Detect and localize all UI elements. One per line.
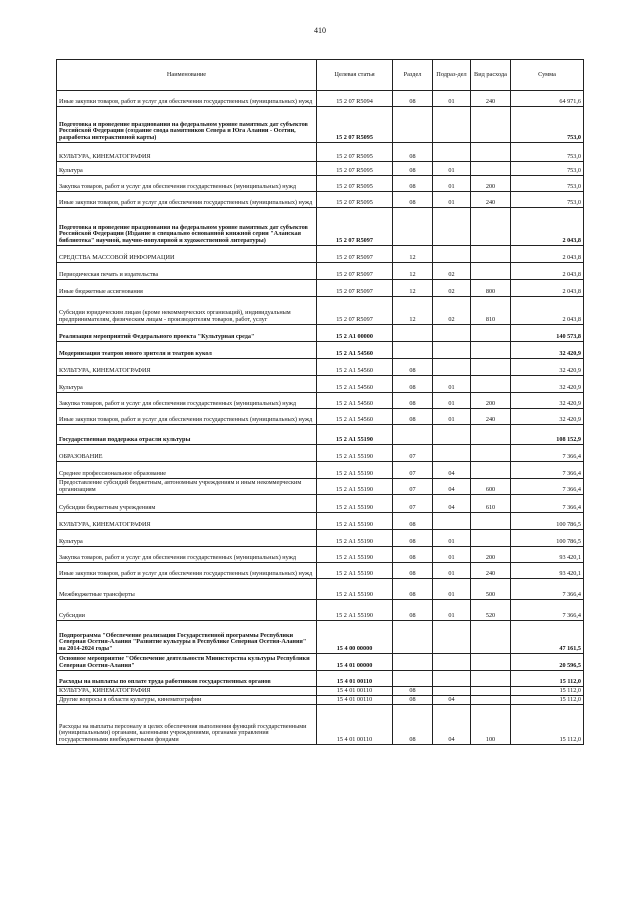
row-sum: 753,0 (511, 192, 584, 208)
row-expense-type (471, 445, 511, 462)
row-subsection: 01 (433, 530, 471, 547)
row-name: Закупка товаров, работ и услуг для обеспечения государственных (муниципальных) нужд (57, 547, 317, 563)
header-code: Целевая статья (317, 60, 393, 91)
row-sum: 100 786,5 (511, 530, 584, 547)
row-code: 15 2 А1 55190 (317, 547, 393, 563)
row-code: 15 4 01 00000 (317, 654, 393, 671)
row-name: Расходы на выплаты по оплате труда работников государственных органов (57, 671, 317, 687)
row-section: 08 (393, 513, 433, 530)
row-expense-type (471, 687, 511, 696)
table-row (57, 246, 584, 263)
row-section: 12 (393, 280, 433, 297)
row-section: 08 (393, 176, 433, 192)
row-code: 15 2 07 R5095 (317, 162, 393, 176)
row-name: Среднее профессиональное образование (57, 462, 317, 479)
row-sum: 64 971,6 (511, 91, 584, 107)
row-name: Реализация мероприятий Федерального проекта "Культурная среда" (57, 325, 317, 342)
row-expense-type (471, 263, 511, 280)
row-sum: 93 420,1 (511, 547, 584, 563)
row-section: 12 (393, 263, 433, 280)
table-row (57, 208, 584, 246)
row-section (393, 671, 433, 687)
row-section: 08 (393, 359, 433, 376)
table-row (57, 376, 584, 393)
row-expense-type (471, 621, 511, 654)
row-section (393, 425, 433, 445)
row-subsection: 01 (433, 91, 471, 107)
row-sum: 15 112,0 (511, 687, 584, 696)
row-sum: 7 366,4 (511, 495, 584, 513)
row-name: СРЕДСТВА МАССОВОЙ ИНФОРМАЦИИ (57, 246, 317, 263)
row-name: КУЛЬТУРА, КИНЕМАТОГРАФИЯ (57, 687, 317, 696)
row-subsection: 01 (433, 600, 471, 621)
row-name: Иные бюджетные ассигнования (57, 280, 317, 297)
row-section (393, 208, 433, 246)
table-row (57, 547, 584, 563)
row-expense-type: 240 (471, 409, 511, 425)
row-name: Основное мероприятие "Обеспечение деятельности Министерства культуры Республики Северная Осетия-Алания" (57, 654, 317, 671)
row-subsection (433, 143, 471, 162)
row-expense-type (471, 654, 511, 671)
row-code: 15 2 07 R5097 (317, 280, 393, 297)
row-code: 15 2 07 R5094 (317, 91, 393, 107)
row-sum: 7 366,4 (511, 462, 584, 479)
row-name: Модернизация театров юного зрителя и театров кукол (57, 342, 317, 359)
row-section: 07 (393, 495, 433, 513)
table-row (57, 462, 584, 479)
table-row (57, 91, 584, 107)
row-subsection (433, 325, 471, 342)
row-section: 08 (393, 393, 433, 409)
row-expense-type: 240 (471, 192, 511, 208)
row-expense-type (471, 162, 511, 176)
row-expense-type (471, 342, 511, 359)
row-expense-type (471, 671, 511, 687)
row-sum: 2 043,8 (511, 263, 584, 280)
row-subsection: 02 (433, 297, 471, 325)
row-code: 15 2 А1 55190 (317, 495, 393, 513)
row-code: 15 2 А1 55190 (317, 425, 393, 445)
row-sum: 2 043,8 (511, 280, 584, 297)
row-subsection (433, 425, 471, 445)
row-code: 15 2 А1 55190 (317, 479, 393, 495)
row-code: 15 2 А1 54560 (317, 342, 393, 359)
row-subsection: 01 (433, 579, 471, 600)
table-row (57, 445, 584, 462)
row-code: 15 2 А1 55190 (317, 600, 393, 621)
row-name: Иные закупки товаров, работ и услуг для обеспечения государственных (муниципальных) нужд (57, 409, 317, 425)
row-subsection (433, 208, 471, 246)
header-expense-type: Вид расхода (471, 60, 511, 91)
row-expense-type: 610 (471, 495, 511, 513)
row-expense-type (471, 143, 511, 162)
row-section: 07 (393, 479, 433, 495)
row-name: Периодическая печать и издательства (57, 263, 317, 280)
table-row (57, 495, 584, 513)
row-expense-type (471, 513, 511, 530)
row-name: Субсидии бюджетным учреждениям (57, 495, 317, 513)
table-row (57, 393, 584, 409)
row-code: 15 2 А1 00000 (317, 325, 393, 342)
row-code: 15 2 07 R5097 (317, 297, 393, 325)
row-name: Культура (57, 376, 317, 393)
row-section: 08 (393, 162, 433, 176)
row-subsection: 01 (433, 376, 471, 393)
row-name: Иные закупки товаров, работ и услуг для обеспечения государственных (муниципальных) нужд (57, 563, 317, 579)
row-expense-type: 600 (471, 479, 511, 495)
row-sum: 93 420,1 (511, 563, 584, 579)
table-row (57, 280, 584, 297)
row-sum: 7 366,4 (511, 479, 584, 495)
row-section: 08 (393, 563, 433, 579)
row-name: ОБРАЗОВАНИЕ (57, 445, 317, 462)
row-code: 15 4 00 00000 (317, 621, 393, 654)
row-code: 15 2 А1 55190 (317, 462, 393, 479)
row-name: Субсидии (57, 600, 317, 621)
row-name: Другие вопросы в области культуры, кинематографии (57, 696, 317, 705)
table-row (57, 530, 584, 547)
row-subsection: 02 (433, 280, 471, 297)
row-section: 07 (393, 445, 433, 462)
row-section: 08 (393, 600, 433, 621)
row-name: Культура (57, 530, 317, 547)
row-expense-type (471, 325, 511, 342)
table-row (57, 162, 584, 176)
row-sum: 2 043,8 (511, 297, 584, 325)
row-sum: 753,0 (511, 176, 584, 192)
row-sum: 7 366,4 (511, 600, 584, 621)
row-subsection: 04 (433, 696, 471, 705)
row-section (393, 107, 433, 143)
table-row (57, 342, 584, 359)
table-row (57, 192, 584, 208)
budget-table (56, 59, 584, 745)
table-row (57, 425, 584, 445)
row-subsection: 01 (433, 176, 471, 192)
row-expense-type (471, 376, 511, 393)
row-subsection (433, 671, 471, 687)
row-name: Иные закупки товаров, работ и услуг для обеспечения государственных (муниципальных) нужд (57, 192, 317, 208)
row-subsection: 01 (433, 192, 471, 208)
row-subsection: 01 (433, 162, 471, 176)
row-section: 08 (393, 530, 433, 547)
row-expense-type (471, 425, 511, 445)
row-name: Подпрограмма "Обеспечение реализации Государственной программы Республики Северная Осетия-Алания "Развитие культуры в Республике Северная Осетия-Алания" на 2014-2024 годы" (57, 621, 317, 654)
table-row (57, 579, 584, 600)
row-code: 15 4 01 00110 (317, 687, 393, 696)
row-expense-type: 500 (471, 579, 511, 600)
row-sum: 15 112,0 (511, 671, 584, 687)
row-sum: 15 112,0 (511, 696, 584, 705)
row-code: 15 2 07 R5095 (317, 192, 393, 208)
row-section: 08 (393, 547, 433, 563)
row-name: Субсидии юридическим лицам (кроме некоммерческих организаций), индивидуальным предпринимателям, физическим лицам - производителям товаров, работ, услуг (57, 297, 317, 325)
row-expense-type (471, 530, 511, 547)
row-sum: 108 152,9 (511, 425, 584, 445)
row-sum: 140 573,8 (511, 325, 584, 342)
row-sum: 753,0 (511, 162, 584, 176)
row-section (393, 621, 433, 654)
row-subsection: 01 (433, 547, 471, 563)
row-name: Закупка товаров, работ и услуг для обеспечения государственных (муниципальных) нужд (57, 393, 317, 409)
page-number: 410 (314, 26, 326, 35)
row-expense-type (471, 208, 511, 246)
row-sum: 47 161,5 (511, 621, 584, 654)
row-sum: 32 420,9 (511, 409, 584, 425)
table-row (57, 621, 584, 654)
row-sum: 753,0 (511, 107, 584, 143)
table-row (57, 409, 584, 425)
row-expense-type: 100 (471, 705, 511, 745)
row-sum: 100 786,5 (511, 513, 584, 530)
row-code: 15 2 А1 54560 (317, 393, 393, 409)
row-subsection (433, 687, 471, 696)
row-subsection (433, 445, 471, 462)
row-section: 08 (393, 687, 433, 696)
table-row (57, 325, 584, 342)
header-section: Раздел (393, 60, 433, 91)
row-subsection: 04 (433, 479, 471, 495)
table-row (57, 687, 584, 696)
row-subsection: 02 (433, 263, 471, 280)
row-sum: 32 420,9 (511, 359, 584, 376)
row-subsection: 04 (433, 705, 471, 745)
table-row (57, 671, 584, 687)
row-expense-type (471, 696, 511, 705)
row-expense-type: 810 (471, 297, 511, 325)
table-row (57, 143, 584, 162)
header-sum: Сумма (511, 60, 584, 91)
table-row (57, 263, 584, 280)
row-section (393, 342, 433, 359)
row-name: Предоставление субсидий бюджетным, автономным учреждениям и иным некоммерческим организациям (57, 479, 317, 495)
row-expense-type: 200 (471, 547, 511, 563)
row-section: 08 (393, 705, 433, 745)
row-name: Иные закупки товаров, работ и услуг для обеспечения государственных (муниципальных) нужд (57, 91, 317, 107)
row-sum: 7 366,4 (511, 579, 584, 600)
row-subsection (433, 342, 471, 359)
row-section: 08 (393, 376, 433, 393)
row-subsection (433, 359, 471, 376)
row-name: КУЛЬТУРА, КИНЕМАТОГРАФИЯ (57, 143, 317, 162)
table-row (57, 107, 584, 143)
row-name: КУЛЬТУРА, КИНЕМАТОГРАФИЯ (57, 513, 317, 530)
table-body (57, 91, 584, 745)
row-subsection: 04 (433, 495, 471, 513)
table-row (57, 563, 584, 579)
row-code: 15 2 А1 55190 (317, 579, 393, 600)
row-sum: 2 043,8 (511, 246, 584, 263)
row-name: Межбюджетные трансферты (57, 579, 317, 600)
row-section: 08 (393, 696, 433, 705)
header-name: Наименование (57, 60, 317, 91)
row-subsection: 01 (433, 393, 471, 409)
row-name: Государственная поддержка отрасли культуры (57, 425, 317, 445)
row-code: 15 2 07 R5095 (317, 143, 393, 162)
row-expense-type: 200 (471, 393, 511, 409)
row-subsection: 01 (433, 409, 471, 425)
table-row (57, 696, 584, 705)
row-expense-type: 200 (471, 176, 511, 192)
row-sum: 753,0 (511, 143, 584, 162)
row-code: 15 2 07 R5097 (317, 208, 393, 246)
table-row (57, 176, 584, 192)
table-row (57, 600, 584, 621)
row-code: 15 2 07 R5095 (317, 107, 393, 143)
row-section: 08 (393, 409, 433, 425)
row-expense-type: 800 (471, 280, 511, 297)
table-row (57, 479, 584, 495)
row-section (393, 325, 433, 342)
row-code: 15 2 07 R5095 (317, 176, 393, 192)
row-section: 12 (393, 297, 433, 325)
row-subsection (433, 654, 471, 671)
row-expense-type (471, 462, 511, 479)
row-code: 15 2 А1 55190 (317, 445, 393, 462)
row-expense-type: 240 (471, 91, 511, 107)
row-section: 08 (393, 192, 433, 208)
row-name: Подготовка и проведение празднования на федеральном уровне памятных дат субъектов Российской Федерации (Издание в специально основанной книжной серии "Аланская библиотека" научной, научно-популярной и художественной литературы) (57, 208, 317, 246)
row-code: 15 2 А1 55190 (317, 530, 393, 547)
row-section (393, 654, 433, 671)
row-code: 15 4 01 00110 (317, 696, 393, 705)
row-section: 08 (393, 143, 433, 162)
row-code: 15 2 А1 54560 (317, 409, 393, 425)
table-row (57, 359, 584, 376)
table-row (57, 297, 584, 325)
row-expense-type: 520 (471, 600, 511, 621)
row-sum: 32 420,9 (511, 393, 584, 409)
row-code: 15 2 07 R5097 (317, 263, 393, 280)
row-subsection: 01 (433, 563, 471, 579)
row-code: 15 4 01 00110 (317, 705, 393, 745)
row-sum: 15 112,0 (511, 705, 584, 745)
table-row (57, 654, 584, 671)
row-section: 07 (393, 462, 433, 479)
row-code: 15 2 А1 55190 (317, 513, 393, 530)
row-subsection (433, 621, 471, 654)
table-row (57, 513, 584, 530)
row-expense-type (471, 246, 511, 263)
table-header-row (57, 60, 584, 91)
row-sum: 2 043,8 (511, 208, 584, 246)
row-subsection: 04 (433, 462, 471, 479)
table-row (57, 705, 584, 745)
row-section: 08 (393, 91, 433, 107)
row-sum: 7 366,4 (511, 445, 584, 462)
row-name: Подготовка и проведение празднования на федеральном уровне памятных дат субъектов Российской Федерации (создание свода памятников Севера и Юга Алании - Осетии, разработка интерактивной карты) (57, 107, 317, 143)
row-code: 15 2 07 R5097 (317, 246, 393, 263)
row-section: 12 (393, 246, 433, 263)
row-subsection (433, 246, 471, 263)
row-section: 08 (393, 579, 433, 600)
row-name: Закупка товаров, работ и услуг для обеспечения государственных (муниципальных) нужд (57, 176, 317, 192)
row-name: КУЛЬТУРА, КИНЕМАТОГРАФИЯ (57, 359, 317, 376)
row-name: Культура (57, 162, 317, 176)
row-subsection (433, 513, 471, 530)
row-expense-type (471, 107, 511, 143)
row-name: Расходы на выплаты персоналу в целях обеспечения выполнения функций государственными (муниципальными) органами, казенными учреждениями, органами управления государственными внебюджетными фондами (57, 705, 317, 745)
row-subsection (433, 107, 471, 143)
header-subsection: Подраз-дел (433, 60, 471, 91)
row-code: 15 2 А1 54560 (317, 359, 393, 376)
row-code: 15 4 01 00110 (317, 671, 393, 687)
row-code: 15 2 А1 54560 (317, 376, 393, 393)
row-expense-type (471, 359, 511, 376)
row-code: 15 2 А1 55190 (317, 563, 393, 579)
row-expense-type: 240 (471, 563, 511, 579)
row-sum: 32 420,9 (511, 342, 584, 359)
row-sum: 20 596,5 (511, 654, 584, 671)
row-sum: 32 420,9 (511, 376, 584, 393)
